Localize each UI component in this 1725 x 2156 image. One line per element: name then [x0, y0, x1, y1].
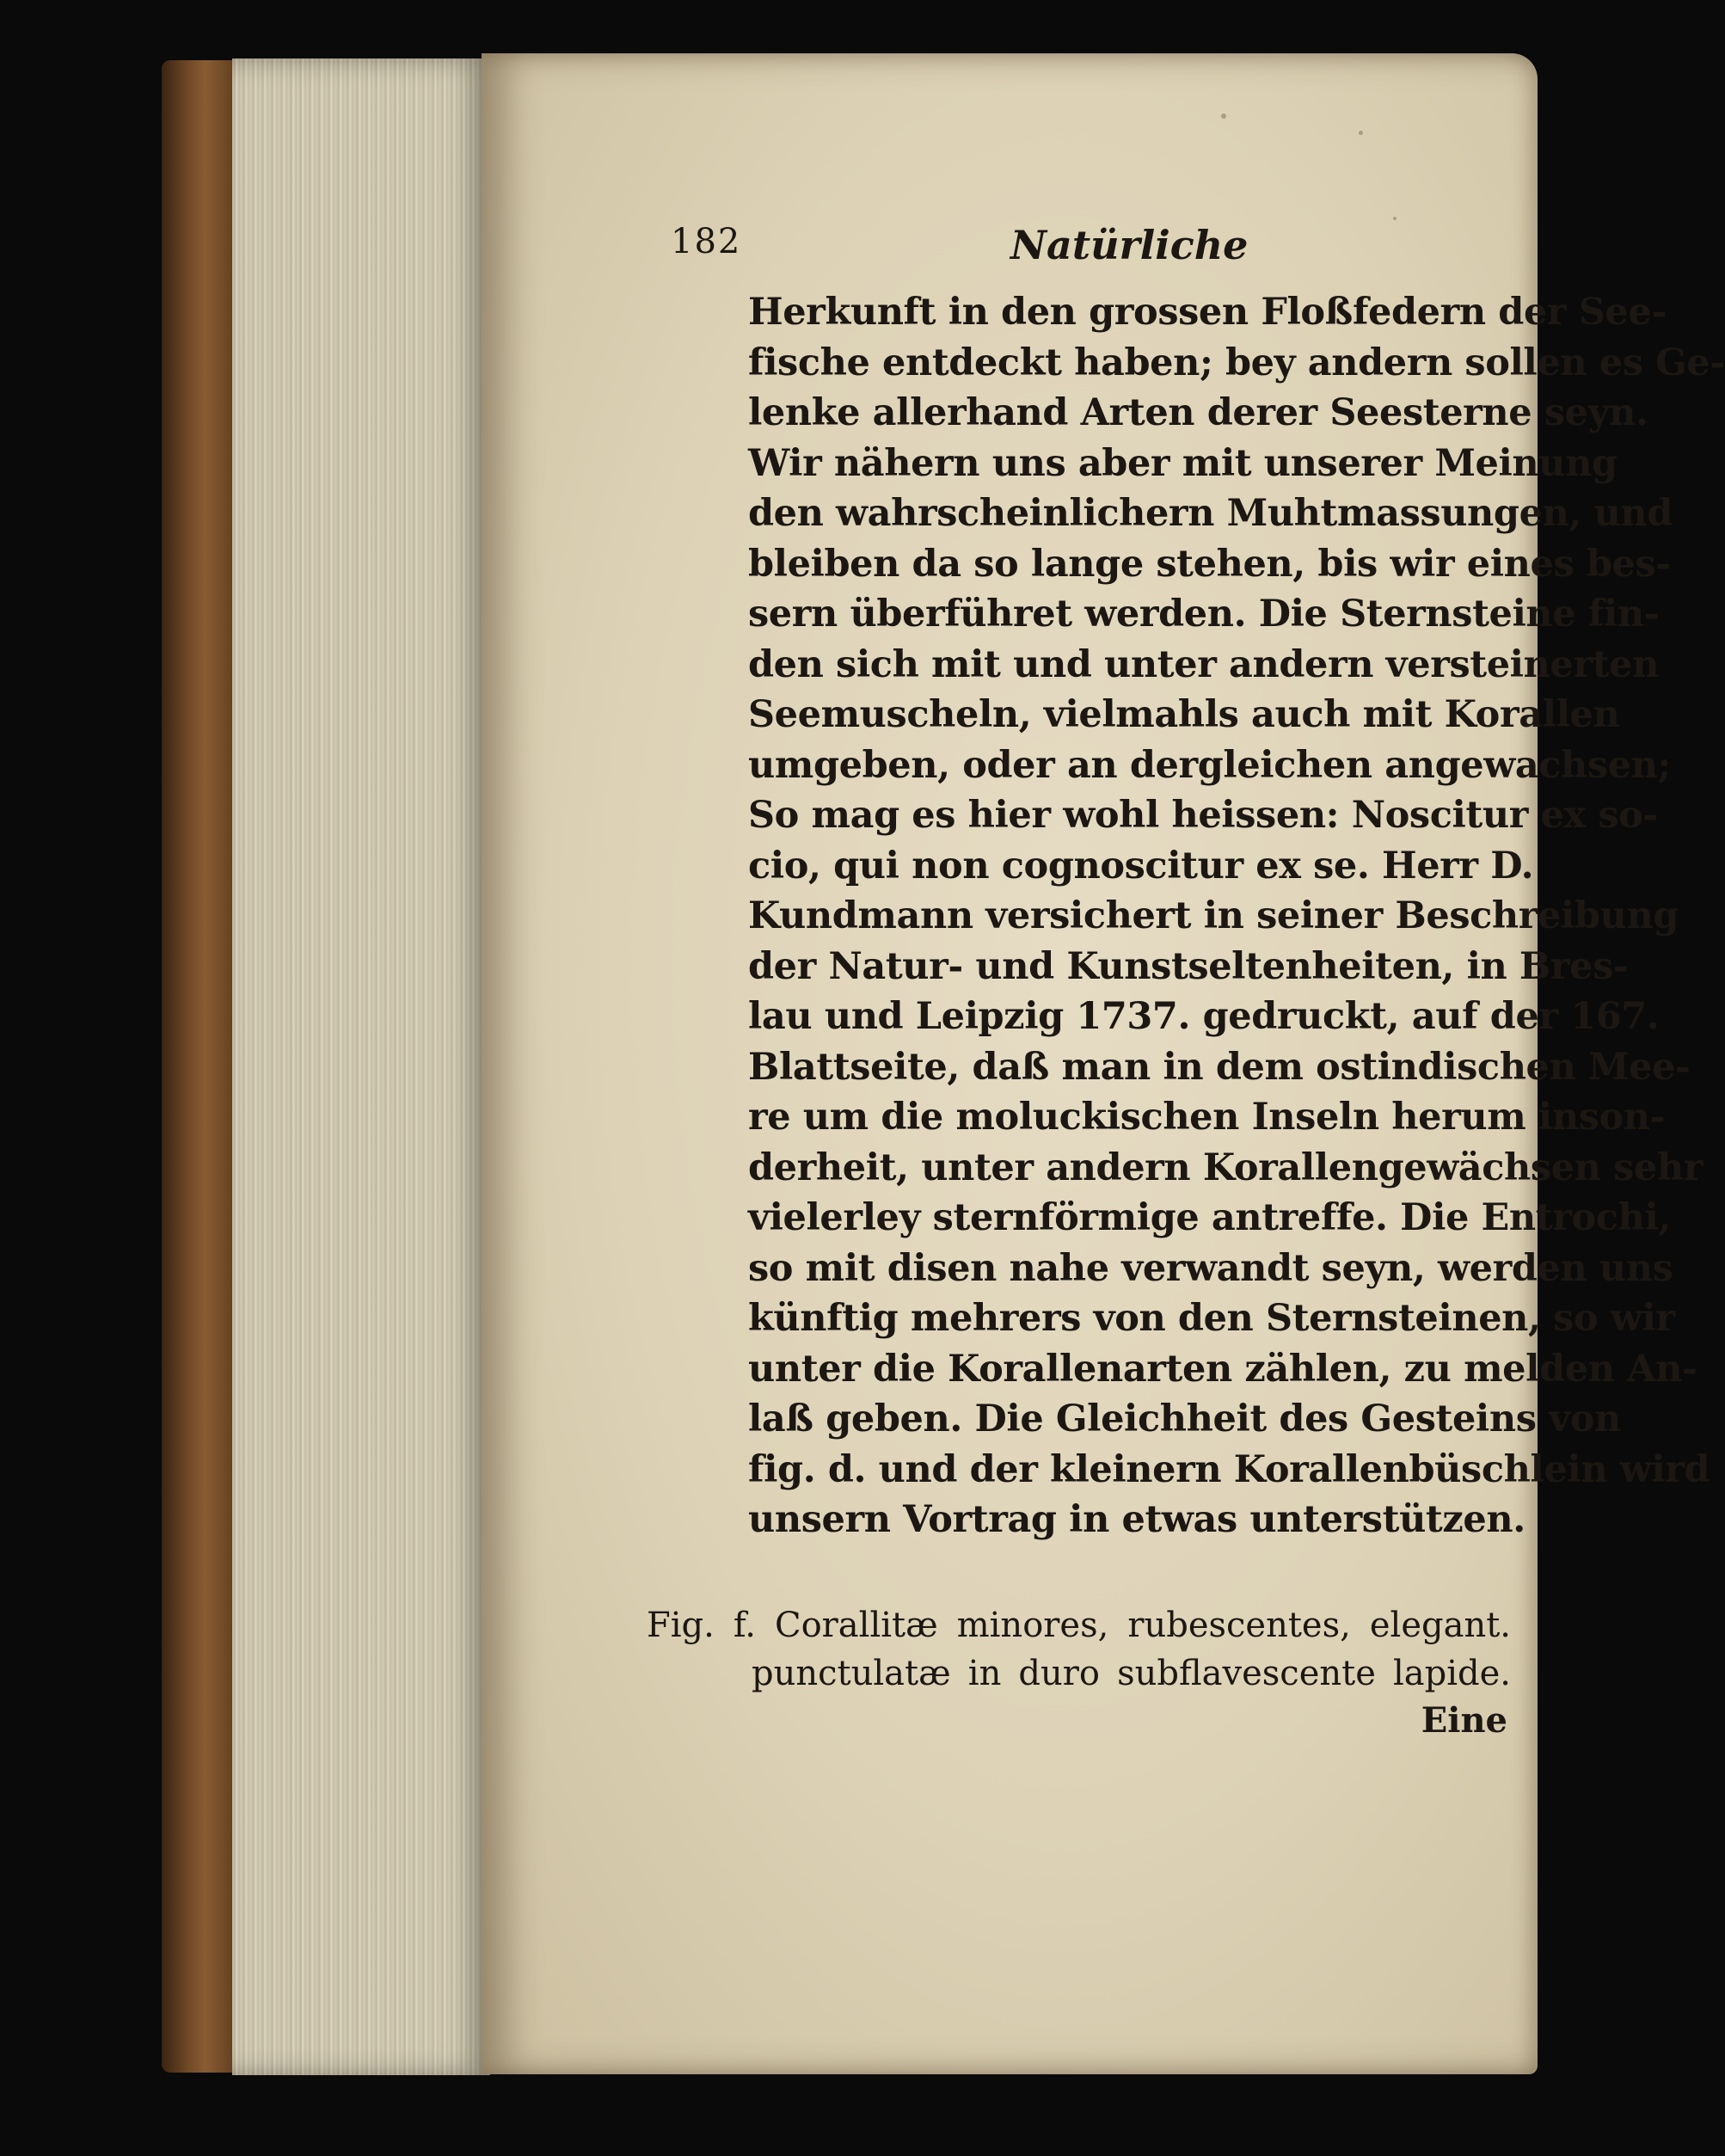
text-line: unter die Korallenarten zählen, zu melden An- — [748, 1347, 1697, 1391]
text-line: unsern Vortrag in etwas unterstützen. — [748, 1498, 1525, 1541]
text-block — [671, 222, 1725, 1545]
text-line: sern überführet werden. Die Sternsteine fin- — [748, 593, 1660, 636]
text-line: den wahrscheinlichern Muhtmassungen, und — [748, 492, 1673, 535]
text-line: vielerley sternförmige antreffe. Die Entrochi, — [748, 1196, 1671, 1239]
text-line: re um die moluckischen Inseln herum inson- — [748, 1096, 1666, 1139]
text-line: den sich mit und unter andern versteinerten — [748, 642, 1659, 686]
caption-line: punctulatæ in duro subflavescente lapide. — [752, 1654, 1511, 1693]
paper-speck — [1221, 114, 1226, 119]
text-line: bleiben da so lange stehen, bis wir eines bes- — [748, 542, 1671, 586]
text-line: umgeben, oder an dergleichen angewachsen; — [748, 743, 1672, 787]
text-line: So mag es hier wohl heissen: Noscitur ex so- — [748, 794, 1658, 837]
paper-speck — [1393, 217, 1397, 220]
text-line: laß geben. Die Gleichheit des Gesteins von — [748, 1397, 1621, 1440]
text-line: lau und Leipzig 1737. gedruckt, auf der 167. — [748, 995, 1660, 1038]
running-head-title: Natürliche — [1010, 222, 1249, 268]
page-edges — [232, 58, 490, 2075]
body-text — [671, 287, 1725, 1545]
text-line: Seemuscheln, vielmahls auch mit Korallen — [748, 693, 1620, 736]
text-line: Herkunft in den grossen Floßfedern der See- — [748, 291, 1667, 334]
text-line: fische entdeckt haben; bey andern sollen es Ge- — [748, 341, 1725, 384]
caption-line: Fig. f. Corallitæ minores, rubescentes, elegant. — [647, 1606, 1511, 1645]
text-line: derheit, unter andern Korallengewächsen sehr — [748, 1146, 1703, 1189]
text-line: Blattseite, daß man in dem ostindischen Mee- — [748, 1045, 1691, 1089]
book-spine — [162, 60, 241, 2073]
text-line: fig. d. und der kleinern Korallenbüschlein wird — [748, 1447, 1710, 1491]
running-head — [671, 222, 1513, 282]
text-line: künftig mehrers von den Sternsteinen, so wir — [748, 1297, 1675, 1340]
figure-caption — [647, 1601, 1511, 1698]
text-line: lenke allerhand Arten derer Seesterne seyn. — [748, 391, 1648, 434]
text-line: cio, qui non cognoscitur ex se. Herr D. — [748, 844, 1534, 888]
text-line: so mit disen nahe verwandt seyn, werden uns — [748, 1246, 1673, 1290]
text-line: Wir nähern uns aber mit unserer Meinung — [748, 441, 1618, 485]
text-line: der Natur- und Kunstseltenheiten, in Bres- — [748, 944, 1629, 988]
page-number: 182 — [671, 222, 742, 261]
catchword: Eine — [1421, 1700, 1507, 1741]
paper-speck — [1359, 131, 1363, 135]
text-line: Kundmann versichert in seiner Beschreibung — [748, 894, 1679, 937]
